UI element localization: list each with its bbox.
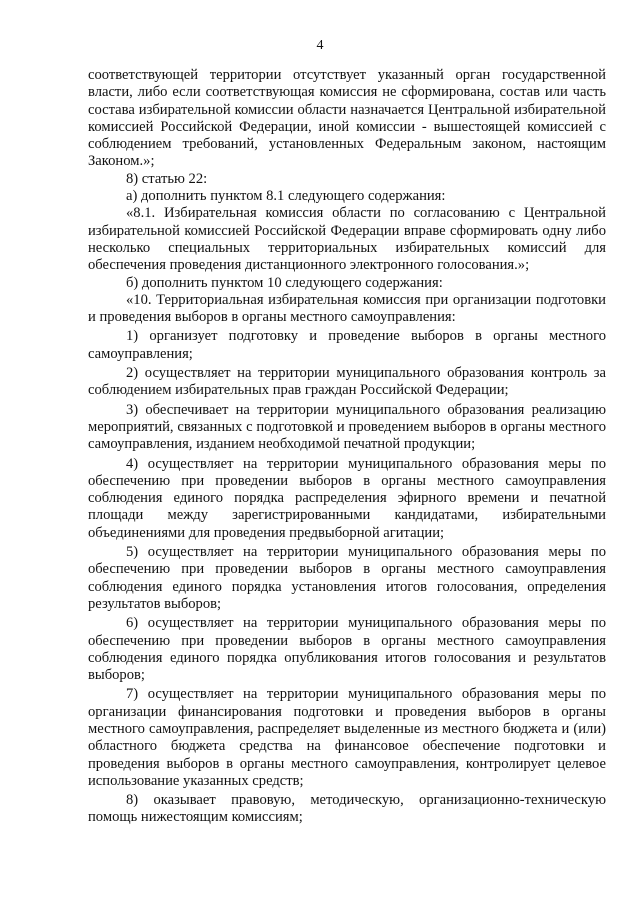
paragraph-subpoint-5: 5) осуществляет на территории муниципального образования меры по обеспечению при проведении выборов в органы местного самоуправления соблюдения единого порядка установления итогов голосования, определения результатов выборов; [88,544,606,612]
paragraph-subpoint-6: 6) осуществляет на территории муниципального образования меры по обеспечению при проведении выборов в органы местного самоуправления соблюдения единого порядка опубликования итогов голосования и результатов выборов; [88,615,606,684]
document-body [88,67,606,827]
paragraph-subpoint-1: 1) организует подготовку и проведение выборов в органы местного самоуправления; [88,328,606,362]
page-number: 4 [316,38,324,53]
paragraph-subitem-b: б) дополнить пунктом 10 следующего содержания: [126,274,443,291]
paragraph-subpoint-3: 3) обеспечивает на территории муниципального образования реализацию мероприятий, связанных с подготовкой и проведением выборов в органы местного самоуправления, изданием необходимой печатной продукции; [88,401,606,453]
paragraph-subpoint-4: 4) осуществляет на территории муниципального образования меры по обеспечению при проведении выборов в органы местного самоуправления соблюдения единого порядка распределения эфирного времени и печатной площади между зарегистрированными кандидатами, избирательными объединениями для проведения предвыборной агитации; [88,455,606,541]
paragraph-point-8-1: «8.1. Избирательная комиссия области по согласованию с Центральной избирательной комиссией Российской Федерации вправе сформировать одну либо несколько специальных территориальных избирательных комиссий для обеспечения проведения дистанционного электронного голосования.»; [88,205,606,274]
paragraph-subitem-a: а) дополнить пунктом 8.1 следующего содержания: [126,188,446,205]
paragraph-continuation: соответствующей территории отсутствует указанный орган государственной власти, либо если соответствующая комиссия не сформирована, состав или часть состава избирательной комиссии области назначается Центральной избирательной комиссией Российской Федерации, иной комиссии - вышестоящей комиссией с соблюдением требований, установленных Федеральным законом, настоящим Законом.»; [88,67,606,170]
paragraph-subpoint-7: 7) осуществляет на территории муниципального образования меры по организации финансирования подготовки и проведения выборов в органы местного самоуправления, распределяет выделенные из местного бюджета и (или) областного бюджета средства на финансовое обеспечение подготовки и проведения выборов в органы местного самоуправления, контролирует целевое использование указанных средств; [88,686,606,789]
paragraph-subpoint-2: 2) осуществляет на территории муниципального образования контроль за соблюдением избирательных прав граждан Российской Федерации; [88,365,606,399]
paragraph-item-8: 8) статью 22: [126,170,208,187]
paragraph-point-10: «10. Территориальная избирательная комиссия при организации подготовки и проведения выборов в органы местного самоуправления: [88,291,606,326]
paragraph-subpoint-8: 8) оказывает правовую, методическую, организационно-техническую помощь нижестоящим комиссиям; [88,792,606,826]
